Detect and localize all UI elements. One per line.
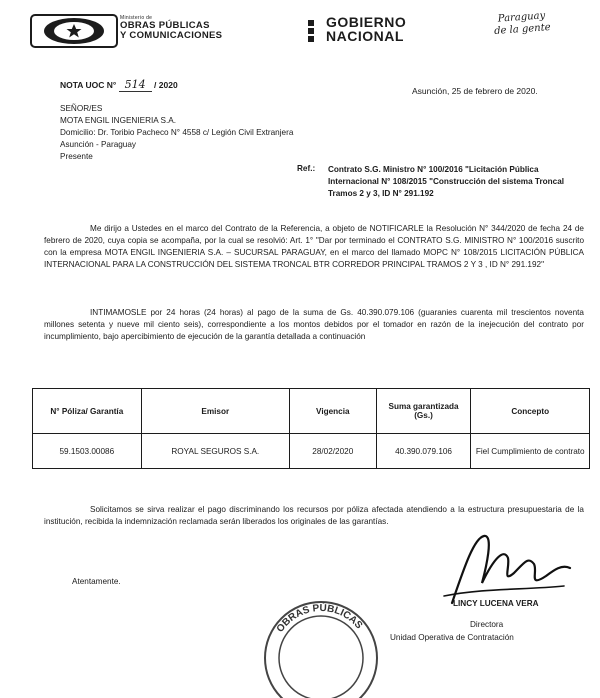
mopc-star-logo-icon: [30, 14, 118, 48]
cell-amount: 40.390.079.106: [376, 434, 471, 469]
signer-name: LINCY LUCENA VERA: [453, 599, 539, 608]
recipient-city: Asunción - Paraguay: [60, 140, 137, 149]
official-seal-icon: [256, 588, 386, 698]
recipient-salutation: SEÑOR/ES: [60, 104, 103, 113]
memo-number-handwritten: 514: [119, 78, 152, 92]
signer-title: Directora: [470, 620, 504, 629]
slogan-line-1: Paraguay: [497, 10, 546, 25]
ministry-line-1: OBRAS PÚBLICAS: [120, 20, 210, 31]
recipient-present: Presente: [60, 152, 93, 161]
table-header-row: [33, 389, 590, 434]
recipient-block: [60, 103, 293, 163]
body-paragraph-2: INTIMAMOSLE por 24 horas (24 horas) al pago de la suma de Gs. 40.390.079.106 (guaranies cuarenta mil trescientos noventa millones setenta y nueve mil ciento seis), correspondiente a los montos debidos por el tomador en razón de la inejecución del contrato por incumplimiento, bajo apercibimiento de ejecución de la garantía detallada a continuación: [44, 308, 584, 341]
closing-text: Atentamente.: [72, 577, 121, 586]
gov-line-2: NACIONAL: [326, 28, 404, 44]
cell-policy-number: 59.1503.00086: [33, 434, 142, 469]
col-header-issuer: Emisor: [141, 389, 289, 434]
handwritten-signature-icon: [424, 528, 574, 608]
col-header-validity: Vigencia: [289, 389, 376, 434]
body-paragraph-1: Me dirijo a Ustedes en el marco del Contrato de la Referencia, a objeto de NOTIFICARLE la Resolución N° 344/2020 de fecha 24 de febrero de 2020, cuya copia se acompaña, por la cual se resolvió: Art. 1° "Dar por terminado el CONTRATO S.G. MINISTRO N° 100/2016 suscrito con la empresa MOTA ENGIL INGENIERIA S.A. – SUCURSAL PARAGUAY, en el marco del llamado MOPC N° 108/2015 LICITACIÓN PÚBLICA INTERNACIONAL PARA LA CONSTRUCCIÓN DEL SISTEMA TRONCAL BTR CORREDOR PRINCIPAL TRAMOS 2 Y 3 , ID N° 291.192": [44, 224, 584, 269]
memo-date: Asunción, 25 de febrero de 2020.: [412, 86, 538, 96]
reference-text: Contrato S.G. Ministro N° 100/2016 "Licitación Pública Internacional N° 108/2015 "Construcción del sistema Troncal Tramos 2 y 3, ID N° 291.192: [328, 165, 565, 198]
memo-number-prefix: NOTA UOC N°: [60, 80, 117, 90]
ministry-small-label: Ministerio de: [120, 15, 153, 21]
memo-number: [60, 78, 178, 91]
cell-validity: 28/02/2020: [289, 434, 376, 469]
recipient-company: MOTA ENGIL INGENIERIA S.A.: [60, 116, 177, 125]
col-header-amount: Suma garantizada (Gs.): [376, 389, 471, 434]
recipient-domicile: Domicilio: Dr. Toribio Pacheco N° 4558 c/ Legión Civil Extranjera: [60, 128, 294, 137]
cell-concept: Fiel Cumplimiento de contrato: [471, 434, 590, 469]
seal-text: OBRAS PÚBLICAS: [274, 602, 365, 635]
slogan-line-2: de la gente: [493, 22, 551, 37]
signer-unit: Unidad Operativa de Contratación: [390, 633, 514, 642]
table-row: [33, 434, 590, 469]
gobierno-nacional-mark-icon: [306, 18, 320, 44]
gobierno-nacional-title: [326, 15, 406, 43]
memo-number-suffix: / 2020: [154, 80, 178, 90]
col-header-policy: N° Póliza/ Garantía: [33, 389, 142, 434]
ministry-name: [120, 15, 222, 41]
body-paragraph-3: Solicitamos se sirva realizar el pago discriminando los recursos por póliza afectada atendiendo a la estructura presupuestaria de la institución, recibida la indemnización reclamada serán liberados los originales de las garantías.: [44, 505, 584, 526]
ministry-line-2: Y COMUNICACIONES: [120, 30, 223, 41]
cell-issuer: ROYAL SEGUROS S.A.: [141, 434, 289, 469]
col-header-concept: Concepto: [471, 389, 590, 434]
gov-line-1: GOBIERNO: [326, 14, 407, 30]
guarantee-table: [32, 388, 590, 469]
paraguay-slogan: [481, 9, 562, 39]
reference-label: Ref.:: [297, 164, 316, 173]
